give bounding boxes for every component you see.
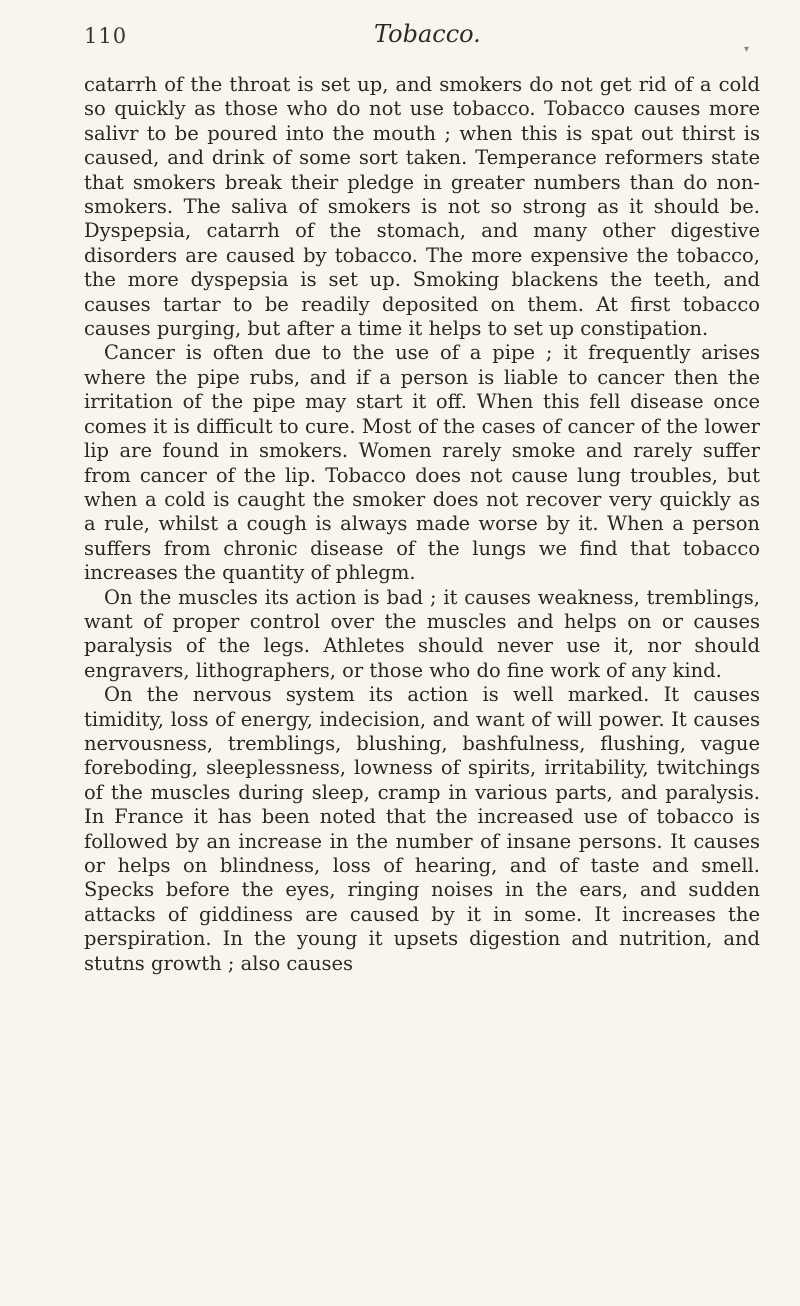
print-mark: ▾ [744, 44, 750, 55]
page-header [84, 20, 764, 55]
page-number: 110 [84, 24, 128, 48]
paragraph: On the nervous system its action is well marked. It causes timidity, loss of energy, indecision, and want of will power. It causes nervousness, tremblings, blushing, bashfulness, flushing, vague foreboding, sleeplessness, lowness of spirits, irritability, twitchings of the muscles during sleep, cramp in various parts, and paralysis. In France it has been noted that the increased use of tobacco is followed by an increase in the number of insane persons. It causes or helps on blindness, loss of hearing, and of taste and smell. Specks before the eyes, ringing noises in the ears, and sudden attacks of giddiness are caused by it in some. It increases the perspiration. In the young it upsets digestion and nutrition, and stutns growth ; also causes [84, 683, 760, 975]
paragraph: Cancer is often due to the use of a pipe ; it frequently arises where the pipe rubs, and if a person is liable to cancer then the irritation of the pipe may start it off. When this fell disease once comes it is difficult to cure. Most of the cases of cancer of the lower lip are found in smokers. Women rarely smoke and rarely suffer from cancer of the lip. Tobacco does not cause lung troubles, but when a cold is caught the smoker does not recover very quickly as a rule, whilst a cough is always made worse by it. When a person suffers from chronic disease of the lungs we find that tobacco increases the quantity of phlegm. [84, 341, 760, 585]
running-title: Tobacco. [374, 20, 481, 48]
paragraph: On the muscles its action is bad ; it causes weakness, tremblings, want of proper control over the muscles and helps on or causes paralysis of the legs. Athletes should never use it, nor should engravers, lithographers, or those who do fine work of any kind. [84, 585, 760, 682]
body-text [84, 73, 760, 976]
paragraph: catarrh of the throat is set up, and smokers do not get rid of a cold so quickly as those who do not use tobacco. Tobacco causes more salivr to be poured into the mouth ; when this is spat out thirst is caused, and drink of some sort taken. Temperance reformers state that smokers break their pledge in greater numbers than do non-smokers. The saliva of smokers is not so strong as it should be. Dyspepsia, catarrh of the stomach, and many other digestive disorders are caused by tobacco. The more expensive the tobacco, the more dyspepsia is set up. Smoking blackens the teeth, and causes tartar to be readily deposited on them. At first tobacco causes purging, but after a time it helps to set up constipation. [84, 73, 760, 341]
